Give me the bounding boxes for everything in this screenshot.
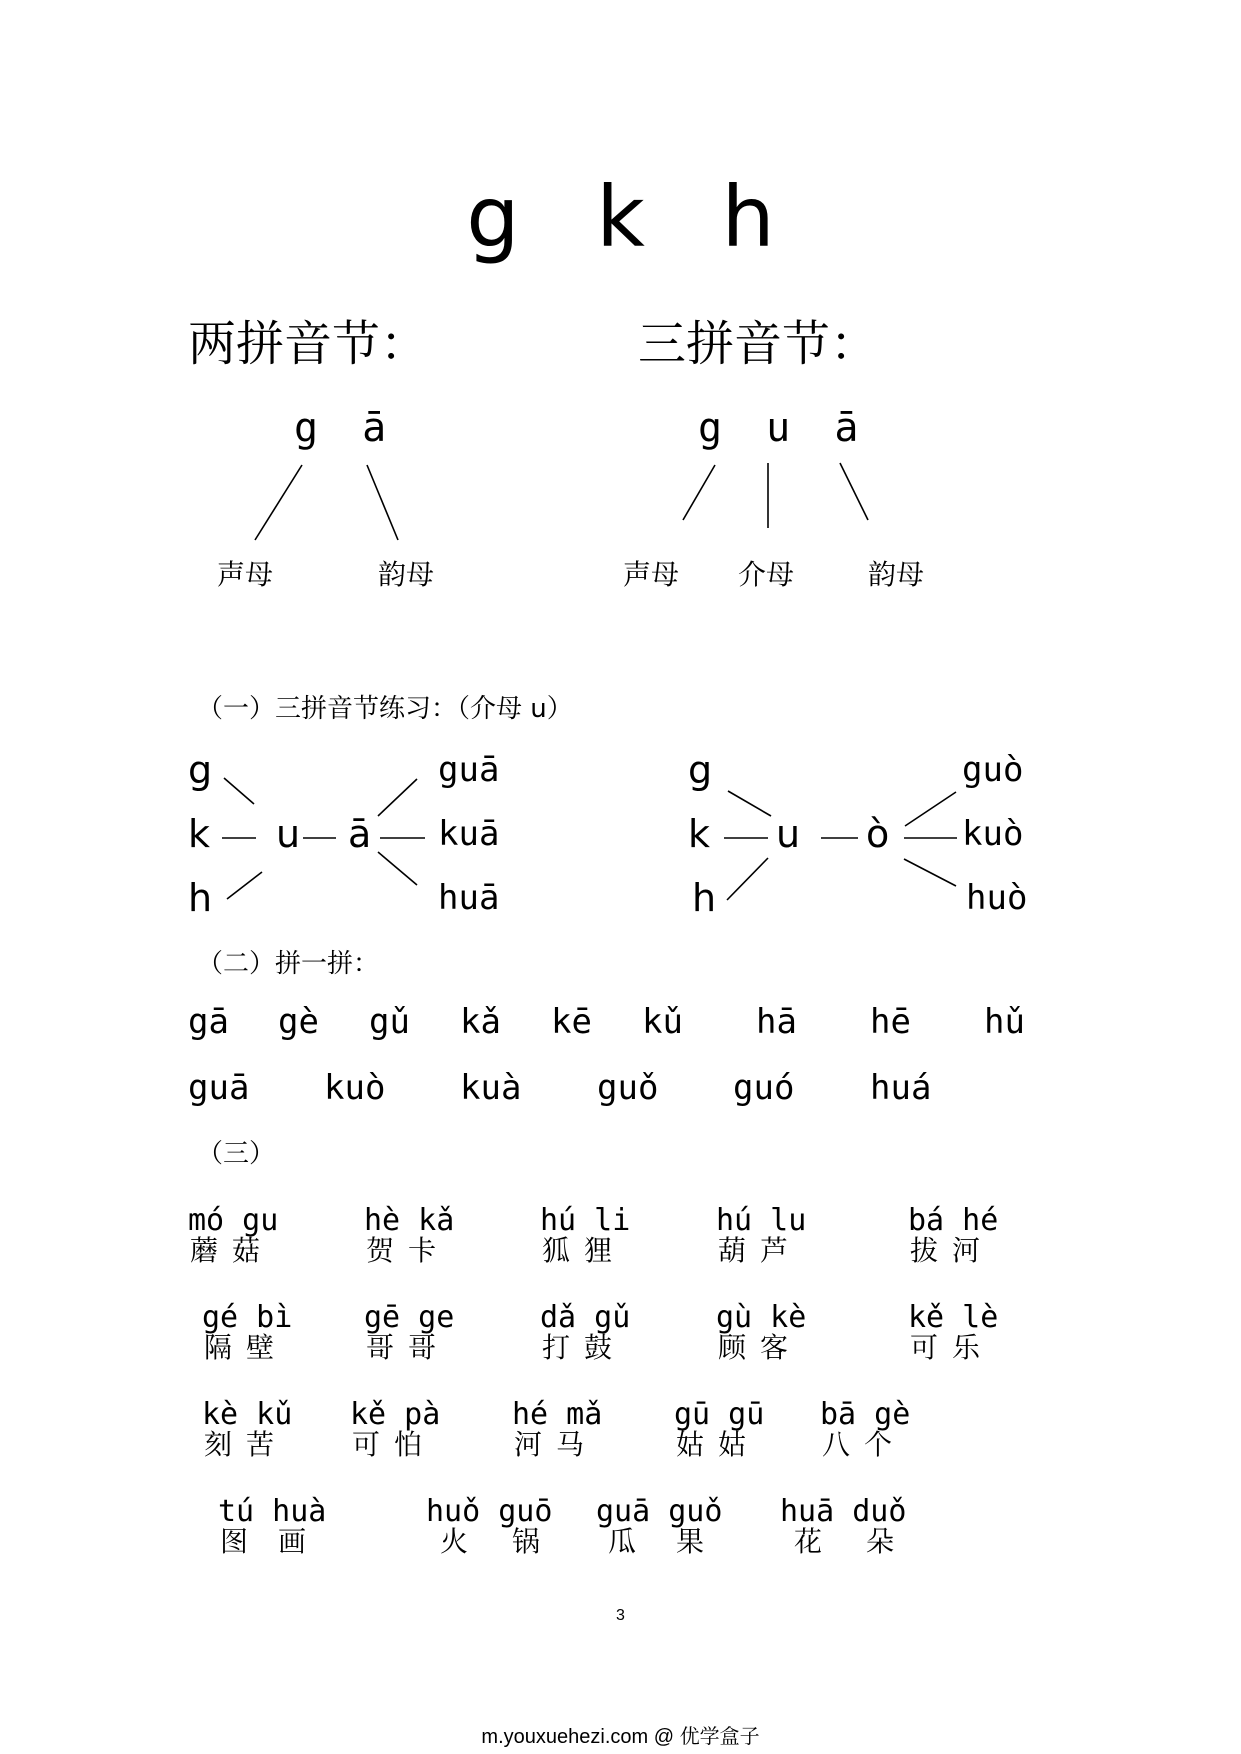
word-pinyin: mó gu xyxy=(188,1203,279,1238)
word-pair xyxy=(674,1397,765,1461)
word-pair xyxy=(716,1203,807,1267)
word-hanzi: 八个 xyxy=(822,1428,907,1461)
s2-syllable: guó xyxy=(733,1068,795,1108)
word-hanzi: 火锅 xyxy=(440,1525,585,1558)
word-pinyin: gé bì xyxy=(202,1300,293,1335)
s1-right-initial-g: g xyxy=(688,748,713,792)
s1-right-medial: u xyxy=(776,812,801,856)
word-hanzi: 哥哥 xyxy=(366,1331,451,1364)
s1-right-initial-k: k xyxy=(688,812,711,856)
word-pair xyxy=(596,1494,745,1558)
word-pair xyxy=(908,1300,999,1364)
word-pair xyxy=(426,1494,585,1558)
s1-left-final: ā xyxy=(348,812,372,856)
s2-syllable: hā xyxy=(756,1002,797,1042)
word-pinyin: bā gè xyxy=(820,1397,911,1432)
word-pinyin: gē ge xyxy=(364,1300,455,1335)
word-hanzi: 葫芦 xyxy=(718,1234,803,1267)
word-pair xyxy=(364,1203,455,1267)
diagram-two-final-label: 韵母 xyxy=(378,558,435,591)
word-pinyin: hè kǎ xyxy=(364,1203,455,1238)
word-pinyin: bá hé xyxy=(908,1203,999,1238)
s2-syllable: gè xyxy=(278,1002,319,1042)
word-pair xyxy=(908,1203,999,1267)
word-hanzi: 花朵 xyxy=(794,1525,939,1558)
s2-syllable: kǔ xyxy=(642,1002,683,1042)
word-pair xyxy=(540,1203,631,1267)
s2-syllable: gǔ xyxy=(369,1002,410,1042)
s1-left-result-gua: guā xyxy=(438,750,500,790)
diagram-three-pinyin: g u ā xyxy=(698,405,869,451)
s2-syllable: guā xyxy=(188,1068,250,1108)
word-pair xyxy=(716,1300,807,1364)
s2-syllable: kuò xyxy=(324,1068,386,1108)
three-spell-heading: 三拼音节： xyxy=(638,316,879,372)
word-pinyin: guā guǒ xyxy=(596,1494,723,1529)
word-pair xyxy=(188,1203,279,1267)
s1-right-final: ò xyxy=(866,812,890,856)
word-pair xyxy=(364,1300,455,1364)
word-pair xyxy=(202,1397,293,1461)
s2-syllable: gā xyxy=(188,1002,229,1042)
s1-right-initial-h: h xyxy=(692,876,717,920)
footer-link[interactable]: m.youxuehezi.com @ 优学盒子 xyxy=(481,1726,760,1748)
word-hanzi: 河马 xyxy=(514,1428,599,1461)
word-pinyin: hú li xyxy=(540,1203,631,1238)
word-pinyin: kě lè xyxy=(908,1300,999,1335)
s2-syllable: kǎ xyxy=(460,1002,501,1042)
s2-syllable: kuà xyxy=(460,1068,522,1108)
word-pinyin: tú huà xyxy=(218,1494,327,1529)
word-pinyin: gū gū xyxy=(674,1397,765,1432)
word-hanzi: 顾客 xyxy=(718,1331,803,1364)
diagram-two-pinyin: g ā xyxy=(294,405,397,451)
s1-right-result-kuo: kuò xyxy=(962,814,1024,854)
s2-syllable: guǒ xyxy=(597,1068,659,1108)
word-hanzi: 姑姑 xyxy=(676,1428,761,1461)
diagram-three-medial-label: 介母 xyxy=(738,558,795,591)
diagram-three-initial-label: 声母 xyxy=(623,558,680,591)
section1-title: （一）三拼音节练习：（介母 u） xyxy=(197,694,573,724)
two-spell-heading: 两拼音节： xyxy=(188,316,429,372)
word-pinyin: kě pà xyxy=(350,1397,441,1432)
word-hanzi: 蘑菇 xyxy=(190,1234,275,1267)
s1-left-result-kua: kuā xyxy=(438,814,500,854)
word-pinyin: huǒ guō xyxy=(426,1494,553,1529)
word-hanzi: 贺卡 xyxy=(366,1234,451,1267)
section3-title: （三） xyxy=(197,1139,276,1169)
word-pinyin: hé mǎ xyxy=(512,1397,603,1432)
word-hanzi: 可怕 xyxy=(352,1428,437,1461)
word-pinyin: hú lu xyxy=(716,1203,807,1238)
s1-left-initial-g: g xyxy=(188,748,213,792)
diagram-two-initial-label: 声母 xyxy=(217,558,274,591)
word-pair xyxy=(820,1397,911,1461)
word-hanzi: 狐狸 xyxy=(542,1234,627,1267)
page-number: 3 xyxy=(616,1607,625,1624)
s1-right-result-huo: huò xyxy=(966,878,1028,918)
s1-left-result-hua: huā xyxy=(438,878,500,918)
word-pinyin: gù kè xyxy=(716,1300,807,1335)
word-hanzi: 隔壁 xyxy=(204,1331,289,1364)
s1-right-result-guo: guò xyxy=(962,750,1024,790)
s1-left-medial: u xyxy=(276,812,301,856)
s2-syllable: kē xyxy=(551,1002,592,1042)
word-hanzi: 打鼓 xyxy=(542,1331,627,1364)
word-pair xyxy=(780,1494,939,1558)
s1-left-initial-h: h xyxy=(188,876,213,920)
section2-title: （二）拼一拼： xyxy=(197,949,380,979)
s1-left-initial-k: k xyxy=(188,812,211,856)
word-pair xyxy=(218,1494,337,1558)
word-pair xyxy=(202,1300,293,1364)
word-pinyin: dǎ gǔ xyxy=(540,1300,631,1335)
s2-syllable: hǔ xyxy=(984,1002,1025,1042)
word-pair xyxy=(540,1300,631,1364)
word-pinyin: huā duǒ xyxy=(780,1494,907,1529)
word-pair xyxy=(350,1397,441,1461)
diagram-three-final-label: 韵母 xyxy=(868,558,925,591)
s2-syllable: hē xyxy=(870,1002,911,1042)
word-hanzi: 刻苦 xyxy=(204,1428,289,1461)
word-hanzi: 拔河 xyxy=(910,1234,995,1267)
word-pair xyxy=(512,1397,603,1461)
word-pinyin: kè kǔ xyxy=(202,1397,293,1432)
word-hanzi: 瓜果 xyxy=(608,1525,745,1558)
word-hanzi: 可乐 xyxy=(910,1331,995,1364)
s2-syllable: huá xyxy=(870,1068,932,1108)
word-hanzi: 图画 xyxy=(220,1525,337,1558)
page-title: g k h xyxy=(466,168,775,266)
